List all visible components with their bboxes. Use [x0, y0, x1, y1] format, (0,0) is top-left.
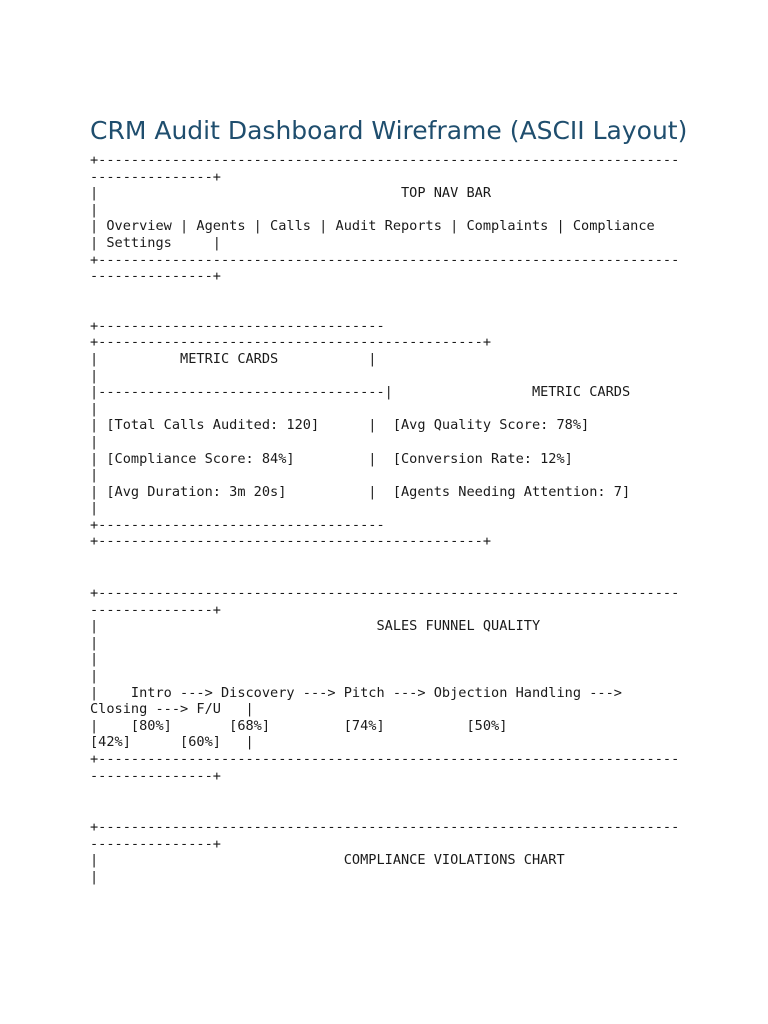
- document-page: [90, 116, 690, 886]
- page-title: CRM Audit Dashboard Wireframe (ASCII Layout): [90, 116, 688, 145]
- sales-funnel-wireframe: +----------------------------------------------------------------------- ---------------+ | SALES FUNNEL QUALITY | | | | Intro ---> Discovery ---> Pitch ---> Objection Handling ---> Closing ---> F/U | | [80%] [68%] [74%] [50%] [42%] [60%] | +----------------------------------------------------------------------- ---------------+: [90, 585, 680, 784]
- compliance-chart-wireframe: +----------------------------------------------------------------------- ---------------+ | COMPLIANCE VIOLATIONS CHART |: [90, 819, 680, 885]
- top-nav-bar-wireframe: +----------------------------------------------------------------------- ---------------+ | TOP NAV BAR | | Overview | Agents | Calls | Audit Reports | Complaints | Compliance | Settings | +----------------------------------------------------------------------- ---------------+: [90, 152, 680, 285]
- metric-cards-wireframe: +----------------------------------- +-----------------------------------------------+ | METRIC CARDS | | |-----------------------------------| METRIC CARDS | | [Total Calls Audited: 120] | [Avg Quality Score: 78%] | | [Compliance Score: 84%] | [Conversion Rate: 12%] | | [Avg Duration: 3m 20s] | [Agents Needing Attention: 7] | +----------------------------------- +-----------------------------------------------+: [90, 317, 631, 550]
